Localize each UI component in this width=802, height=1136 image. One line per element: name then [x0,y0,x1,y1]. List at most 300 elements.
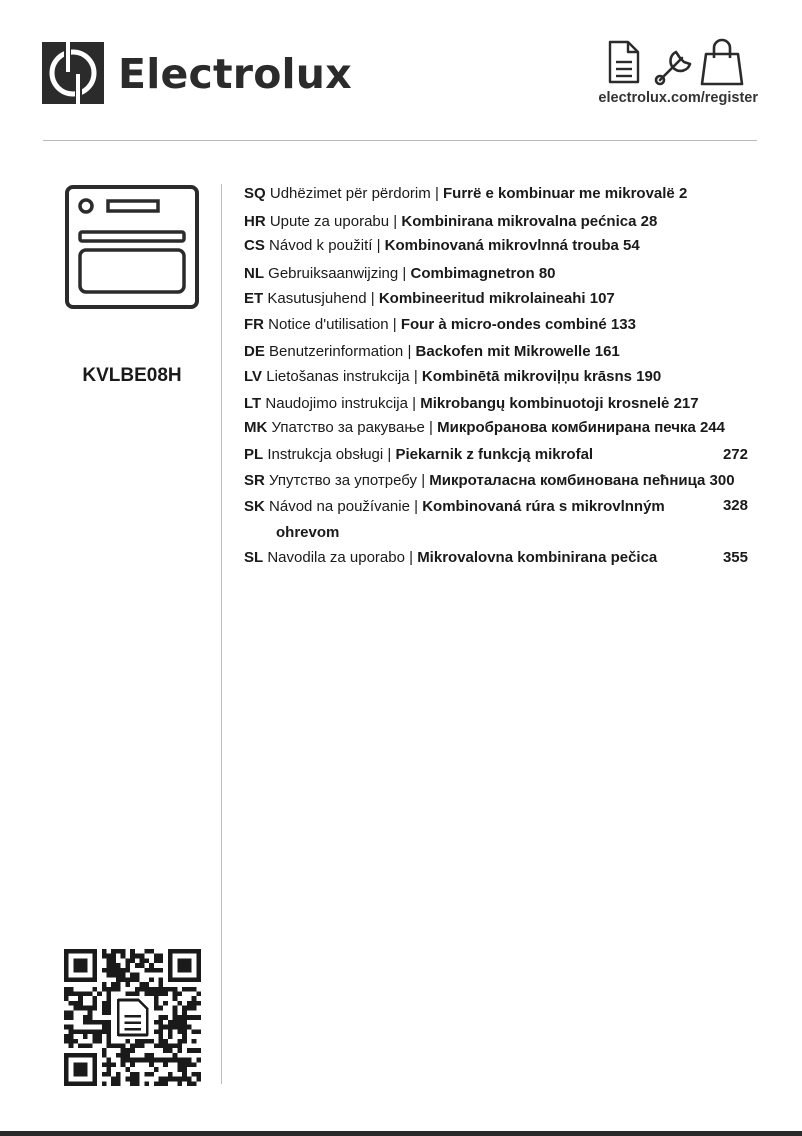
toc-title: Микроталасна комбинована пећница [429,472,706,489]
qr-module [111,958,116,963]
qr-module [168,1058,173,1063]
bottom-border [0,1131,802,1136]
qr-module [173,1053,178,1058]
toc-page: 190 [636,368,662,385]
qr-module [107,1020,112,1025]
qr-module [107,1010,112,1015]
qr-module [107,1058,112,1063]
qr-module [177,1025,182,1030]
qr-module [144,1053,149,1058]
qr-module [130,949,135,954]
qr-module [182,1062,187,1067]
qr-module [187,1077,192,1082]
qr-module [107,987,112,992]
qr-module [92,1029,97,1034]
qr-module [125,977,130,982]
qr-module [154,1043,159,1048]
qr-module [177,1043,182,1048]
toc-label: Notice d'utilisation [268,316,389,333]
qr-module [182,1072,187,1077]
register-url[interactable]: electrolux.com/register [598,90,758,106]
qr-module [187,1058,192,1063]
qr-module [135,1043,140,1048]
toc-lang-code: SL [244,549,264,566]
qr-module [92,1001,97,1006]
qr-module [158,1043,163,1048]
toc-label: Udhëzimet për përdorim [269,185,431,202]
qr-module [158,1034,163,1039]
qr-module [163,1077,168,1082]
qr-module [107,1034,112,1039]
qr-module [92,1020,97,1025]
qr-module [83,992,88,997]
wrench-icon [656,52,690,84]
qr-module [182,1039,187,1044]
toc-page: 133 [610,316,636,333]
qr-module [107,996,112,1001]
qr-module [149,1062,154,1067]
qr-module [107,968,112,973]
qr-module [196,1015,201,1020]
qr-module [130,973,135,978]
qr-module [69,1039,74,1044]
qr-module [116,1072,121,1077]
qr-module [177,1015,182,1020]
qr-module [73,1006,78,1011]
qr-module [116,1043,121,1048]
qr-module [107,1043,112,1048]
qr-module [140,1058,145,1063]
qr-module [102,1020,107,1025]
qr-module [121,1048,126,1053]
qr-module [154,1067,159,1072]
electrolux-logo-icon [42,42,104,104]
toc-item[interactable] [244,367,754,387]
qr-module [69,1010,74,1015]
qr-module [107,958,112,963]
qr-module [111,963,116,968]
qr-module [125,1067,130,1072]
qr-module [158,1029,163,1034]
qr-module [187,1048,192,1053]
qr-module [173,1025,178,1030]
toc-item[interactable] [244,445,754,465]
qr-module [116,973,121,978]
qr-module [125,1039,130,1044]
qr-module [158,987,163,992]
qr-module [182,1020,187,1025]
qr-module [97,992,102,997]
qr-module [140,1043,145,1048]
qr-module [92,1039,97,1044]
qr-module [130,954,135,959]
qr-module [88,1006,93,1011]
qr-module [196,992,201,997]
qr-module [168,987,173,992]
qr-module [158,1039,163,1044]
qr-module [83,1043,88,1048]
qr-module [158,1020,163,1025]
qr-module [107,1062,112,1067]
qr-module [121,949,126,954]
qr-module [102,1029,107,1034]
qr-module [173,987,178,992]
qr-module [83,1034,88,1039]
qr-module [196,1077,201,1082]
qr-module [64,1025,69,1030]
qr-module [196,1001,201,1006]
qr-module [144,992,149,997]
qr-module [64,987,69,992]
qr-module [154,987,159,992]
qr-module [130,1048,135,1053]
qr-module [192,1081,197,1086]
qr-module [130,977,135,982]
toc-page: 107 [589,290,615,307]
qr-module [107,963,112,968]
qr-module [182,1015,187,1020]
qr-module [111,968,116,973]
qr-module [135,1039,140,1044]
qr-module [64,1015,69,1020]
header-divider [43,140,757,141]
toc-title: Kombinovaná mikrovlnná trouba [384,237,619,254]
qr-module [192,1062,197,1067]
qr-module [135,1058,140,1063]
qr-module [177,1039,182,1044]
toc-item[interactable] [244,342,754,362]
qr-module [144,1072,149,1077]
qr-module [182,1006,187,1011]
qr-module [173,996,178,1001]
qr-module [187,1081,192,1086]
qr-module [135,1077,140,1082]
qr-module [102,949,107,954]
qr-module [111,973,116,978]
qr-module [135,954,140,959]
qr-module [130,1058,135,1063]
qr-module [135,987,140,992]
qr-module [158,1058,163,1063]
qr-module [163,1048,168,1053]
qr-module [168,1072,173,1077]
qr-module [107,992,112,997]
qr-module [107,1072,112,1077]
qr-module [154,1020,159,1025]
qr-module [116,977,121,982]
toc-item[interactable] [244,184,754,204]
toc-separator: | [434,185,439,202]
qr-module [182,1025,187,1030]
qr-module [140,1039,145,1044]
qr-module [177,1067,182,1072]
qr-module [97,1020,102,1025]
qr-code-icon[interactable] [64,949,201,1086]
qr-module [92,1006,97,1011]
qr-module [140,963,145,968]
qr-module [97,1039,102,1044]
qr-module [125,968,130,973]
toc-lang-code: FR [244,316,264,333]
toc-lang-code: MK [244,419,268,436]
qr-module [158,1015,163,1020]
qr-module [64,992,69,997]
qr-module [83,1015,88,1020]
qr-module [121,1053,126,1058]
toc-label: Lietošanas instrukcija [266,368,410,385]
qr-module [111,1043,116,1048]
qr-module [177,992,182,997]
qr-module [187,1001,192,1006]
qr-module [173,992,178,997]
qr-module [121,1058,126,1063]
toc-label: Návod na používanie [269,498,410,515]
qr-module [107,1067,112,1072]
toc-page: 161 [594,343,620,360]
qr-module [102,1001,107,1006]
qr-module [192,1001,197,1006]
qr-module [125,1058,130,1063]
qr-module [130,1072,135,1077]
toc-lang-code: DE [244,343,265,360]
toc-label: Instrukcja obsługi [267,446,384,463]
qr-module [163,1025,168,1030]
qr-module [88,1029,93,1034]
toc-label: Упутство за употребу [269,472,418,489]
qr-module [88,1010,93,1015]
toc-title: Piekarnik z funkcją mikrofal [395,446,594,463]
toc-item[interactable] [244,471,754,491]
qr-module [69,987,74,992]
qr-module [69,1015,74,1020]
qr-module [69,1029,74,1034]
qr-module [168,1077,173,1082]
qr-module [64,996,69,1001]
toc-title: Mikrobangų kombinuotoji krosnelė [420,395,670,412]
qr-module [163,1001,168,1006]
qr-module [154,1006,159,1011]
qr-module [111,954,116,959]
toc-item[interactable] [244,289,754,309]
qr-module [107,1006,112,1011]
qr-module [149,949,154,954]
toc-label: Naudojimo instrukcija [265,395,408,412]
qr-module [192,1015,197,1020]
qr-module [121,1043,126,1048]
qr-module [92,1034,97,1039]
qr-module [125,1077,130,1082]
qr-module [144,968,149,973]
qr-module [158,1081,163,1086]
qr-module [173,1058,178,1063]
qr-module [144,949,149,954]
qr-module [116,987,121,992]
qr-module [97,1034,102,1039]
qr-module [130,1043,135,1048]
qr-module [140,954,145,959]
toc-item[interactable] [244,212,754,232]
qr-module [177,1062,182,1067]
qr-module [78,1029,83,1034]
qr-module [163,1058,168,1063]
qr-module [173,1010,178,1015]
qr-module [135,977,140,982]
toc-lang-code: LT [244,395,262,412]
qr-module [149,963,154,968]
toc-separator: | [407,343,412,360]
toc-separator: | [414,498,419,515]
qr-module [116,1053,121,1058]
toc-title: Kombineeritud mikrolaineahi [378,290,586,307]
qr-module [135,973,140,978]
qr-module [173,1006,178,1011]
qr-module [182,987,187,992]
qr-module [102,1010,107,1015]
qr-module [88,1015,93,1020]
qr-module [154,1029,159,1034]
qr-module [173,1043,178,1048]
qr-module [121,968,126,973]
toc-page: 80 [538,265,556,282]
toc-item[interactable] [244,236,754,256]
qr-module [196,1072,201,1077]
qr-module [116,963,121,968]
toc-separator: | [413,368,418,385]
qr-module [187,987,192,992]
qr-module [192,1006,197,1011]
toc-label: Upute za uporabu [269,213,390,230]
qr-module [144,982,149,987]
qr-module [144,1081,149,1086]
qr-module [69,992,74,997]
qr-module [182,1077,187,1082]
toc-lang-code: ET [244,290,264,307]
qr-module [149,1039,154,1044]
qr-module [111,1081,116,1086]
qr-module [182,1058,187,1063]
toc-label: Benutzerinformation [269,343,404,360]
qr-module [107,1039,112,1044]
toc-lang-code: SK [244,498,265,515]
qr-module [177,1029,182,1034]
qr-module [78,1006,83,1011]
qr-module [154,1081,159,1086]
qr-module [182,1029,187,1034]
qr-module [154,954,159,959]
toc-title: Furrë e kombinuar me mikrovalë [443,185,675,202]
qr-module [168,1025,173,1030]
toc-item[interactable] [244,548,754,568]
qr-module [83,1020,88,1025]
qr-module [111,949,116,954]
qr-module [73,1001,78,1006]
toc-page: 300 [709,472,735,489]
toc-page: 355 [722,549,748,566]
toc-page: 2 [678,185,688,202]
toc-title: Kombinētā mikroviļņu krāsns [421,368,632,385]
qr-module [102,1062,107,1067]
qr-module [158,954,163,959]
qr-module [158,958,163,963]
toc-separator: | [370,290,375,307]
qr-module [177,1077,182,1082]
qr-module [149,968,154,973]
qr-module [149,1072,154,1077]
toc-page: 217 [673,395,699,412]
toc-title: Mikrovalovna kombinirana pečica [417,549,658,566]
shopping-bag-icon [702,40,742,84]
qr-module [163,1062,168,1067]
qr-module [88,1020,93,1025]
qr-module [196,1058,201,1063]
qr-module [130,1062,135,1067]
qr-module [140,958,145,963]
qr-module [154,968,159,973]
qr-module [144,958,149,963]
qr-module [192,1072,197,1077]
qr-module [121,973,126,978]
qr-module [158,992,163,997]
qr-module [173,1020,178,1025]
qr-module [97,1029,102,1034]
qr-module [149,987,154,992]
qr-module [102,1006,107,1011]
qr-module [102,1025,107,1030]
toc-lang-code: LV [244,368,263,385]
qr-module [163,987,168,992]
qr-module [192,1048,197,1053]
qr-module [192,1029,197,1034]
toc-item[interactable] [244,394,754,414]
qr-module [107,973,112,978]
brand-name: Electrolux [118,50,352,98]
toc-label: Упатство за ракување [271,419,425,436]
qr-module [163,1081,168,1086]
toc-label: Kasutusjuhend [267,290,367,307]
toc-page: 328 [722,497,748,514]
toc-item[interactable] [244,315,754,335]
qr-module [125,1053,130,1058]
qr-module [78,992,83,997]
qr-module [111,1062,116,1067]
toc-item[interactable] [244,264,754,284]
qr-module [154,958,159,963]
qr-module [102,982,107,987]
qr-module [130,1081,135,1086]
qr-module [154,992,159,997]
qr-module [192,987,197,992]
qr-module [69,1034,74,1039]
qr-module [78,1001,83,1006]
qr-module [135,1081,140,1086]
toc-separator: | [393,213,398,230]
qr-module [196,1048,201,1053]
toc-lang-code: PL [244,446,264,463]
qr-module [121,977,126,982]
qr-module [177,1048,182,1053]
qr-module [107,1029,112,1034]
qr-module [149,992,154,997]
toc-title: Combimagnetron [410,265,535,282]
qr-module [102,1072,107,1077]
toc-item[interactable] [244,418,754,438]
qr-module [116,968,121,973]
qr-module [192,1039,197,1044]
toc-item[interactable] [244,497,754,517]
qr-module [140,982,145,987]
qr-module [125,982,130,987]
qr-module [192,996,197,1001]
